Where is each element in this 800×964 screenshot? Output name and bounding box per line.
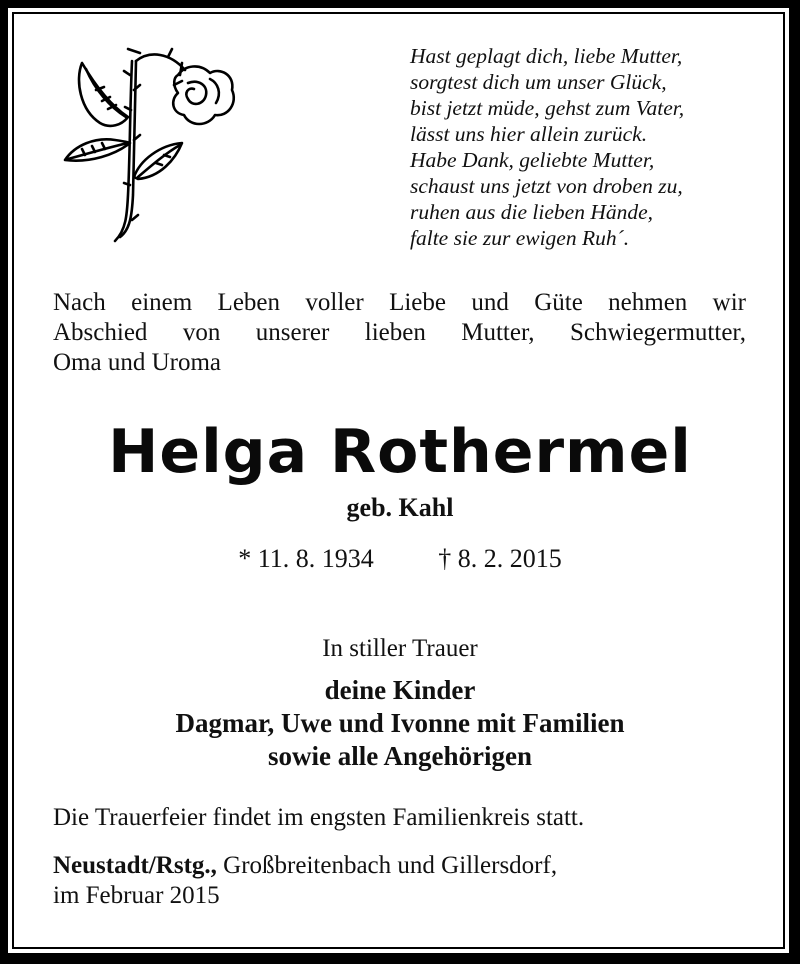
death-date: † 8. 2. 2015 bbox=[438, 544, 562, 573]
date-line: im Februar 2015 bbox=[53, 882, 220, 909]
poem-line: sorgtest dich um unser Glück, bbox=[410, 70, 667, 94]
mourner-line: sowie alle Angehörigen bbox=[268, 741, 532, 771]
place-bold: Neustadt/Rstg., bbox=[53, 852, 217, 879]
intro-line: Nach einem Leben voller Liebe und Güte nehmen wir bbox=[53, 289, 746, 316]
rose-icon bbox=[60, 45, 240, 250]
intro-text bbox=[53, 288, 746, 378]
mourner-line: deine Kinder bbox=[324, 675, 476, 705]
mourning-label: In stiller Trauer bbox=[322, 635, 478, 662]
poem bbox=[410, 43, 770, 251]
ceremony-note: Die Trauerfeier findet im engsten Familienkreis statt. bbox=[53, 804, 585, 831]
poem-line: ruhen aus die lieben Hände, bbox=[410, 200, 654, 224]
mourner-line: Dagmar, Uwe und Ivonne mit Familien bbox=[175, 708, 625, 738]
intro-line: Oma und Uroma bbox=[53, 349, 222, 376]
intro-line: Abschied von unserer lieben Mutter, Schwiegermutter, bbox=[53, 319, 746, 346]
mourners-list bbox=[0, 674, 800, 773]
poem-line: schaust uns jetzt von droben zu, bbox=[410, 174, 683, 198]
deceased-name: Helga Rothermel bbox=[108, 417, 692, 487]
poem-line: Hast geplagt dich, liebe Mutter, bbox=[410, 44, 683, 68]
maiden-name: geb. Kahl bbox=[346, 493, 454, 522]
poem-line: falte sie zur ewigen Ruh´. bbox=[410, 226, 630, 250]
birth-date: * 11. 8. 1934 bbox=[238, 544, 374, 573]
poem-line: lässt uns hier allein zurück. bbox=[410, 122, 648, 146]
life-dates bbox=[0, 543, 800, 575]
place-and-date bbox=[53, 851, 557, 911]
place-rest: Großbreitenbach und Gillersdorf, bbox=[216, 852, 558, 879]
poem-line: Habe Dank, geliebte Mutter, bbox=[410, 148, 655, 172]
poem-line: bist jetzt müde, gehst zum Vater, bbox=[410, 96, 685, 120]
